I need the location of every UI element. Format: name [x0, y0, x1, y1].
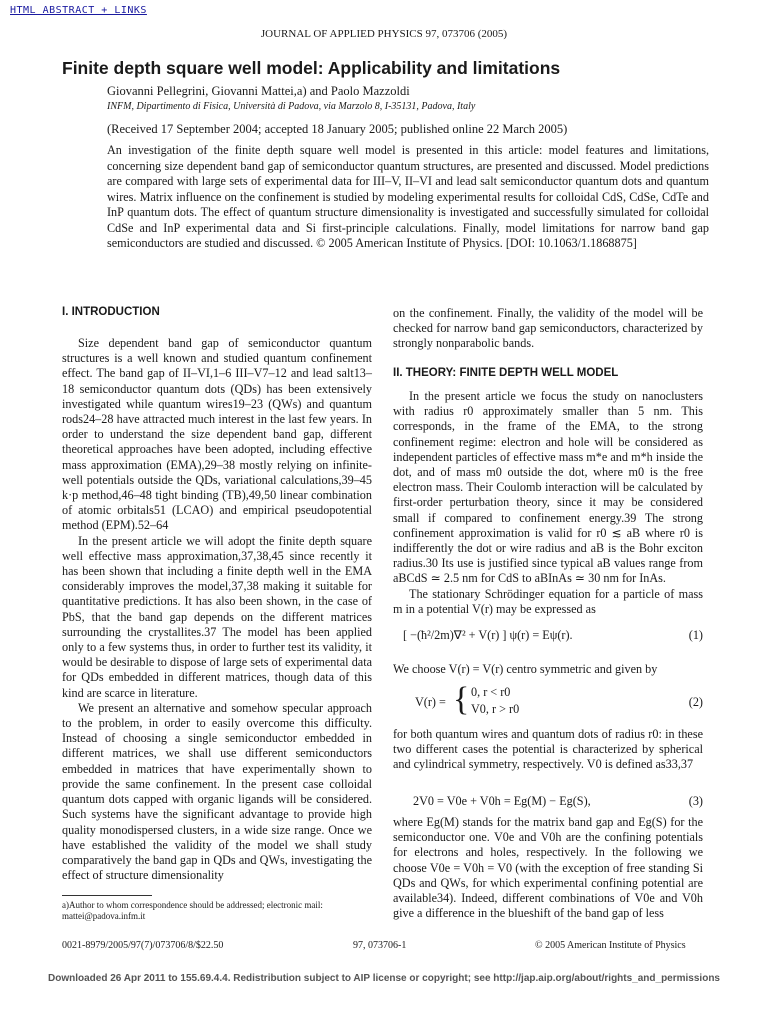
authors: Giovanni Pellegrini, Giovanni Mattei,a) and Paolo Mazzoldi: [107, 84, 410, 98]
paragraph: on the confinement. Finally, the validity of the model will be checked for narrow band gap semiconductors, characterized by strongly nonparabolic bands.: [393, 306, 703, 351]
footer-page-number: 97, 073706-1: [353, 940, 407, 951]
right-column-text: [393, 815, 703, 921]
equation-2-case-2: V0, r > r0: [471, 702, 520, 716]
footer-copyright: © 2005 American Institute of Physics: [535, 940, 686, 951]
html-abstract-links[interactable]: HTML ABSTRACT + LINKS: [10, 5, 147, 16]
equation-number: (3): [688, 794, 703, 808]
section-heading-theory: II. THEORY: FINITE DEPTH WELL MODEL: [393, 367, 619, 379]
paragraph: Size dependent band gap of semiconductor quantum structures is a well known and studied quantum confinement effect. The band gap of II–VI,1–6 III–V7–12 and lead salt13–18 semiconductor quantum dots (QDs) has been extensively investigated while quantum wires19–23 (QWs) and quantum rods24–28 have attracted much interest in the last few years. In order to understand the size dependent band gap, different theoretical approaches have been adopted, including effective mass approximation (EMA),29–38 mostly relying on infinite-well potentials outside the QDs, variational calculations,39–45 k·p method,46–48 tight binding (TB),49,50 linear combination of atomic orbitals51 (LCAO) and empirical pseudopotential method (EPM).52–64: [62, 336, 372, 533]
abstract: An investigation of the finite depth square well model is presented in this article: model features and limitations, concerning size dependent band gap of semiconductor quantum structures, are presented and discussed. Model predictions are compared with large sets of experimental data for III–V, II–VI and lead salt semiconductor quantum dots and quantum wires. Matrix influence on the confinement is studied by modeling experimental results for colloidal CdS, CdSe, CdTe and InP quantum dots. The effect of quantum structure dimensionality is investigated and successfully simulated for colloidal CdSe and InP experimental data and Si first-principle calculations. Finally, model limitations for narrow band gap semiconductors are studied and discussed. © 2005 American Institute of Physics. [DOI: 10.1063/1.1868875]: [107, 143, 709, 250]
journal-header: JOURNAL OF APPLIED PHYSICS 97, 073706 (2005): [260, 28, 508, 40]
section-heading-introduction: I. INTRODUCTION: [62, 306, 160, 318]
paragraph: We present an alternative and somehow specular approach to the problem, in order to easily overcome this difficulty. Instead of choosing a single semiconductor embedded in different matrices, we shall use different semiconductors embedded in matrices that have experimentally shown to provide the same confinement. In the present case colloidal quantum dots capped with organic ligands will be considered. Such systems have the significant advantage to provide high quality monodispersed clusters, in a wide size range. Once we have established the validity of the model we shall study comparatively the band gap in QDs and QWs, investigating the effect of structure dimensionality: [62, 700, 372, 883]
footnote: a)Author to whom correspondence should be addressed; electronic mail: mattei@padova.infm.it: [62, 900, 323, 921]
received-dates: (Received 17 September 2004; accepted 18 January 2005; published online 22 March 2005): [107, 122, 568, 136]
paragraph: In the present article we will adopt the finite depth square well effective mass approximation,37,38,45 since recently it has been shown that including a finite depth well in the EMA considerably improves the model,37,38 making it suitable for quantitative predictions. It has also been shown, in the case of PbS, that the band gap depends on the different matrices surrounding the crystallites.37 The model has been applied only to a few systems thus, in order to further test its validity, it would be desirable to dispose of large sets of experimental data for QDs embedded in different matrices, though data of this kind are scarce in literature.: [62, 533, 372, 700]
right-column-text: [393, 662, 703, 677]
equation-2-case-1: 0, r < r0: [471, 685, 511, 699]
paper-title: Finite depth square well model: Applicability and limitations: [62, 58, 561, 78]
paragraph: for both quantum wires and quantum dots of radius r0: in these two different cases the potential is characterized by spherical and cylindrical symmetry, respectively. V0 is defined as33,37: [393, 727, 703, 772]
equation-1: [393, 622, 703, 652]
paragraph: In the present article we focus the study on nanoclusters with radius r0 approximately smaller than 5 nm. This corresponds, in the frame of the EMA, to the strong confinement regime: electron and hole will be considered as independent particles of effective mass m*e and m*h inside the dot, and of mass m0 outside the dot, where m0 is the free electron mass. Their Coulomb interaction will be calculated by first-order perturbation theory, since it may be considered small if compared to confinement energy.39 The strong confinement approximation is valid for r0 ≲ aB where r0 is indifferently the dot or wire radius and aB is the Bohr exciton radius.30 Its use is justified since typical aB values range from aBCdS ≃ 2.5 nm for CdS to aBInAs ≃ 30 nm for InAs.: [393, 389, 703, 586]
paragraph: where Eg(M) stands for the matrix band gap and Eg(S) for the semiconductor one. V0e and V0h are the confining potentials for electrons and holes, respectively. In the following we choose V0e = V0h = V0 (with the exception of free standing Si QDs and QWs, for which experimental confining potential are available34). Indeed, different combinations of V0e and V0h give a difference in the blueshift of the band gap of less: [393, 815, 703, 921]
equation-2: [393, 681, 703, 721]
brace-symbol: {: [453, 681, 470, 718]
download-notice: Downloaded 26 Apr 2011 to 155.69.4.4. Redistribution subject to AIP license or copyright; see http://jap.aip.org/about/rights_and_permissions: [47, 973, 720, 984]
paragraph: The stationary Schrödinger equation for a particle of mass m in a potential V(r) may be expressed as: [393, 586, 703, 616]
footnote-divider: [62, 895, 152, 896]
equation-number: (1): [688, 628, 703, 642]
right-column-continuation: [393, 306, 703, 352]
left-column: [62, 336, 372, 883]
paragraph: We choose V(r) = V(r) centro symmetric and given by: [393, 662, 658, 676]
footer-issn: 0021-8979/2005/97(7)/073706/8/$22.50: [62, 940, 224, 951]
affiliation: INFM, Dipartimento di Fisica, Università di Padova, via Marzolo 8, I-35131, Padova, Italy: [107, 101, 476, 112]
right-column-theory: [393, 389, 703, 617]
equation-3-body: 2V0 = V0e + V0h = Eg(M) − Eg(S),: [413, 794, 591, 808]
equation-number: (2): [688, 695, 703, 709]
equation-2-lhs: V(r) =: [415, 695, 446, 709]
equation-1-body: [ −(ħ²/2m)∇² + V(r) ] ψ(r) = Eψ(r).: [403, 628, 573, 642]
right-column-text: [393, 727, 703, 773]
